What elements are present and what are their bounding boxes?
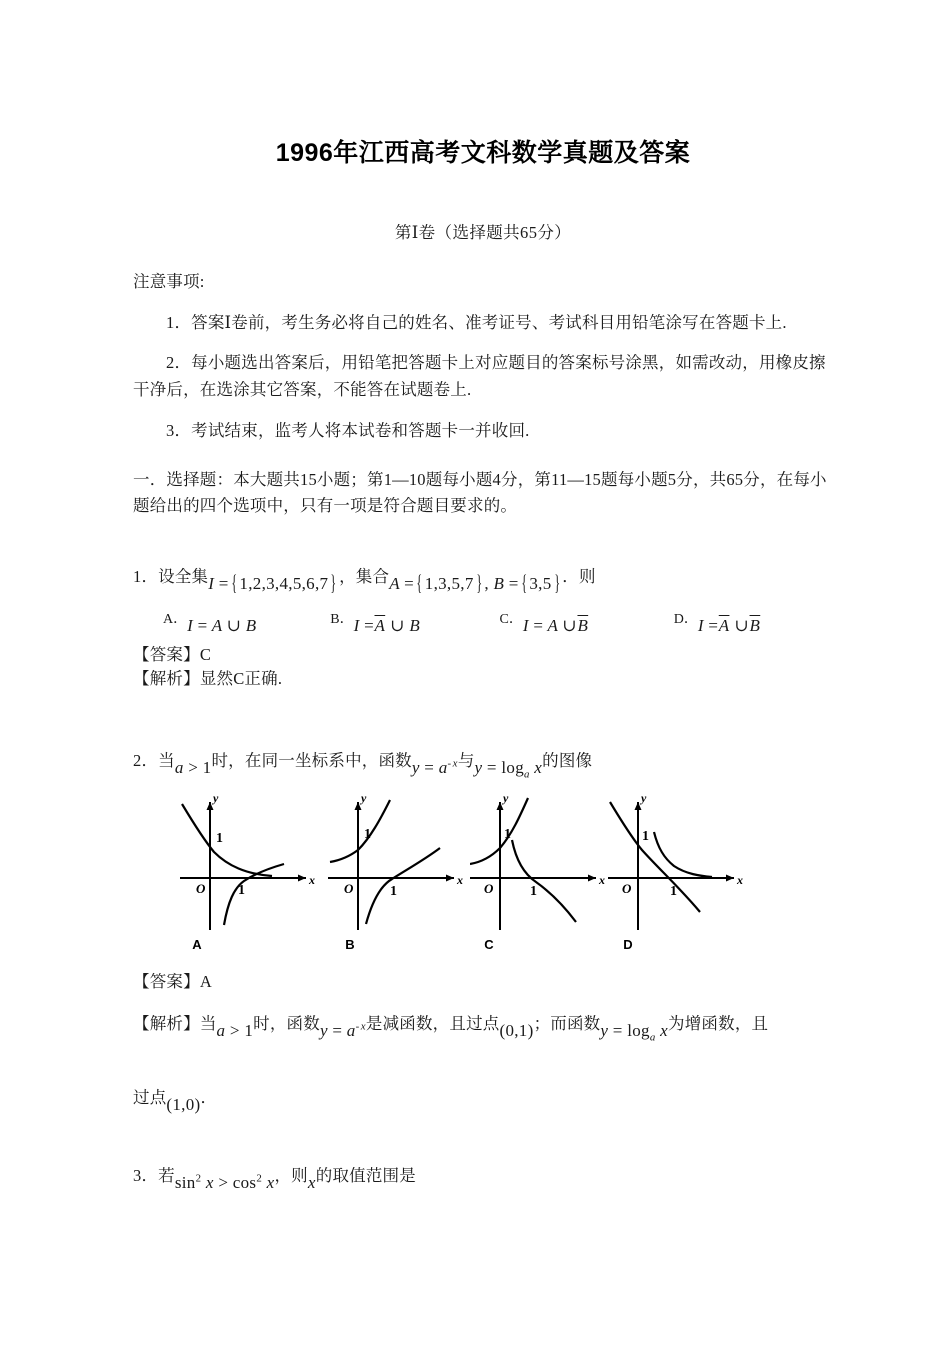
question-2-explain-math-exp: $y = a^{- x}$	[319, 1020, 366, 1041]
svg-text:y: y	[361, 791, 367, 806]
question-2-explain-cont-text: 过点	[133, 1088, 167, 1108]
svg-text:y: y	[503, 791, 509, 806]
question-1-tail: ．则	[562, 567, 596, 587]
question-2-mid2: 与	[457, 750, 475, 770]
question-2-explain-p1: 当	[199, 1014, 217, 1034]
option-a-label: A．	[163, 611, 188, 627]
question-3-math-x: x	[307, 1173, 316, 1193]
svg-text:y: y	[213, 791, 219, 806]
option-a[interactable]	[163, 609, 330, 635]
option-d-label: D．	[673, 611, 698, 627]
svg-text:O: O	[484, 881, 494, 897]
question-2-explanation	[133, 1010, 833, 1044]
question-2-answer-label: 【答案】	[133, 972, 200, 992]
question-2-answer-value: A	[199, 972, 212, 992]
notice-item-1: 1．答案Ⅰ卷前，考生务必将自己的姓名、准考证号、考试科目用铅笔涂写在答题卡上.	[166, 312, 787, 332]
svg-text:1: 1	[504, 827, 511, 843]
question-2-mid: 时，在同一坐标系中，函数	[211, 750, 412, 770]
question-2-explain-cont-tail: ．	[200, 1088, 218, 1108]
svg-text:x: x	[599, 873, 605, 888]
svg-text:1: 1	[642, 829, 649, 845]
svg-text:1: 1	[530, 884, 537, 900]
question-2-tail: 的图像	[542, 750, 593, 770]
option-b[interactable]	[330, 609, 499, 635]
question-2-explain-point-10: (1,0)	[166, 1095, 201, 1115]
question-2-explain-p3: 是减函数，且过点	[365, 1014, 500, 1034]
graph-panel-c	[470, 790, 620, 952]
question-2-math-exp: $y = a^{- x}$	[411, 757, 458, 777]
notice-item-3: 3．考试结束，监考人将本试卷和答题卡一并收回.	[166, 420, 530, 440]
question-3-number: 3．	[133, 1166, 159, 1186]
graph-panel-c-label: C	[484, 937, 494, 953]
option-c-math: I = A $\cup\overline{B}$	[522, 615, 589, 635]
question-2	[133, 747, 833, 781]
question-3	[133, 1162, 833, 1193]
question-1-options	[133, 609, 833, 635]
paper-section-label: 第Ⅰ卷（选择题共65分）	[394, 223, 572, 242]
option-b-math: $I =\overline{A}$ ∪ B	[353, 615, 421, 635]
page-title: 1996年江西高考文科数学真题及答案	[275, 139, 691, 167]
svg-text:1: 1	[364, 827, 371, 843]
question-1-number: 1．	[133, 567, 159, 587]
option-c[interactable]	[499, 609, 674, 635]
question-2-explain-point-01: (0,1)	[499, 1021, 534, 1041]
question-2-math-log: $y = \log_a x$	[474, 757, 543, 781]
question-1-math-A: A = { 1,3,5,7 } , B = { 3,5 }	[389, 571, 560, 596]
question-1-answer	[133, 643, 833, 667]
option-a-math: I = A ∪ B	[187, 615, 257, 635]
page-content	[133, 0, 833, 1193]
graph-panel-b	[328, 790, 478, 952]
question-1-lead: 设全集	[158, 567, 209, 587]
question-3-math-ineq: $\sin^2 x > \cos^2 x$	[174, 1172, 275, 1193]
option-d[interactable]	[673, 609, 833, 635]
svg-text:x: x	[457, 873, 463, 888]
svg-text:1: 1	[238, 883, 245, 899]
svg-text:O: O	[344, 881, 354, 897]
svg-text:1: 1	[390, 884, 397, 900]
question-2-explanation-continued	[133, 1084, 833, 1115]
question-2-explain-math-a: a > 1	[216, 1021, 254, 1041]
graph-panel-a	[180, 790, 330, 952]
question-2-lead: 当	[158, 750, 175, 770]
svg-text:x: x	[737, 873, 743, 888]
question-2-explain-p4: ；而函数	[533, 1014, 601, 1034]
svg-text:1: 1	[670, 884, 677, 900]
question-1-math-I: I = { 1,2,3,4,5,6,7 }	[208, 571, 337, 596]
option-c-label: C．	[499, 611, 523, 627]
question-2-explain-math-log: $y = \log_a x$	[600, 1021, 669, 1044]
question-2-answer	[133, 970, 833, 994]
question-2-explain-p2: 时，函数	[253, 1014, 320, 1034]
question-1-explanation	[133, 667, 833, 691]
question-2-figure	[180, 790, 780, 952]
question-2-explain-label: 【解析】	[133, 1014, 200, 1034]
question-3-mid: ，则	[274, 1166, 308, 1186]
graph-panel-d	[608, 790, 758, 952]
question-2-math-a: a > 1	[174, 757, 212, 777]
question-1	[133, 558, 833, 596]
question-3-tail: 的取值范围是	[315, 1166, 416, 1186]
question-1-answer-label: 【答案】	[133, 644, 200, 664]
question-1-mid: ，集合	[339, 567, 390, 587]
graph-panel-d-label: D	[623, 937, 633, 953]
section-one-description: 一．选择题：本大题共15小题；第1—10题每小题4分，第11—15题每小题5分，共65分，在每小题给出的四个选项中，只有一项是符合题目要求的。	[133, 469, 827, 516]
graph-panel-a-label: A	[192, 937, 202, 953]
option-d-math: $I =\overline{A}$ $\cup\overline{B}$	[697, 615, 761, 635]
question-2-number: 2．	[133, 750, 159, 770]
svg-text:y: y	[641, 791, 647, 806]
question-1-answer-value: C	[199, 644, 212, 664]
notice-item-2: 2．每小题选出答案后，用铅笔把答题卡上对应题目的答案标号涂黑，如需改动，用橡皮擦干净后，在选涂其它答案，不能答在试题卷上.	[133, 353, 826, 400]
question-2-explain-p5: 为增函数，且	[668, 1014, 769, 1034]
question-1-explain-text: 显然C正确.	[199, 668, 283, 688]
svg-text:O: O	[196, 881, 206, 897]
svg-text:x: x	[309, 873, 315, 888]
question-1-explain-label: 【解析】	[133, 668, 200, 688]
svg-text:1: 1	[216, 831, 223, 847]
notice-heading: 注意事项:	[133, 272, 205, 291]
graph-panel-b-label: B	[345, 937, 355, 953]
svg-text:O: O	[622, 881, 632, 897]
option-b-label: B．	[330, 611, 354, 627]
question-3-lead: 若	[158, 1166, 175, 1186]
